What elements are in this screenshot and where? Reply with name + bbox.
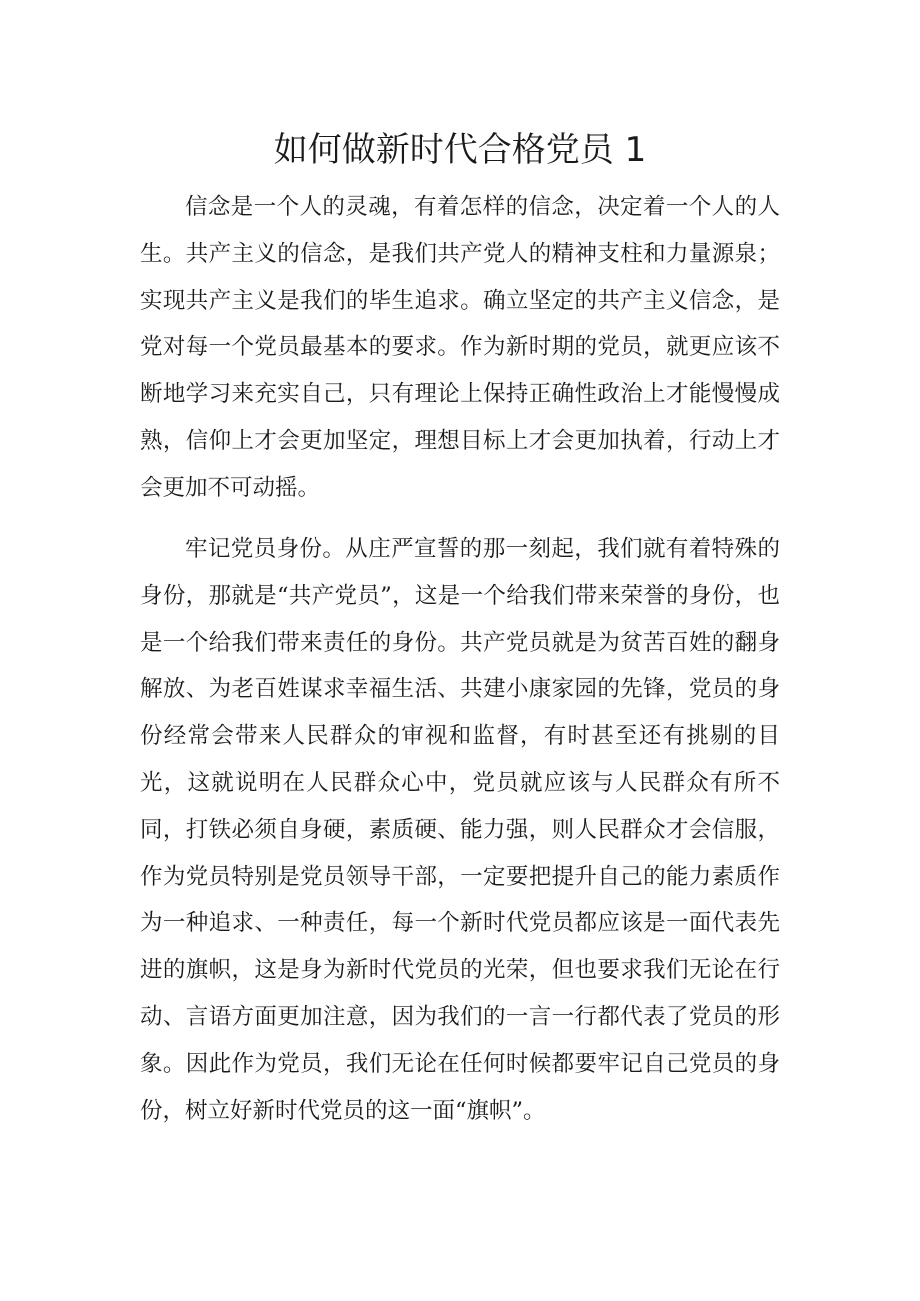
paragraph-identity: 牢记党员身份。从庄严宣誓的那一刻起，我们就有着特殊的身份，那就是“共产党员”，这是一个给我们带来荣誉的身份，也是一个给我们带来责任的身份。共产党员就是为贫苦百姓的翻身解放、为老百姓谋求幸福生活、共建小康家园的先锋，党员的身份经常会带来人民群众的审视和监督，有时甚至还有挑剔的目光，这就说明在人民群众心中，党员就应该与人民群众有所不同，打铁必须自身硬，素质硬、能力强，则人民群众才会信服，作为党员特别是党员领导干部，一定要把提升自己的能力素质作为一种追求、一种责任，每一个新时代党员都应该是一面代表先进的旗帜，这是身为新时代党员的光荣，但也要求我们无论在行动、言语方面更加注意，因为我们的一言一行都代表了党员的形象。因此作为党员，我们无论在任何时候都要牢记自己党员的身份，树立好新时代党员的这一面“旗帜”。	[140, 536, 780, 1124]
paragraph-belief: 信念是一个人的灵魂，有着怎样的信念，决定着一个人的人生。共产主义的信念，是我们共产党人的精神支柱和力量源泉；实现共产主义是我们的毕生追求。确立坚定的共产主义信念，是党对每一个党员最基本的要求。作为新时期的党员，就更应该不断地学习来充实自己，只有理论上保持正确性政治上才能慢慢成熟，信仰上才会更加坚定，理想目标上才会更加执着，行动上才会更加不可动摇。	[140, 194, 780, 501]
document-title: 如何做新时代合格党员 1	[273, 130, 647, 170]
